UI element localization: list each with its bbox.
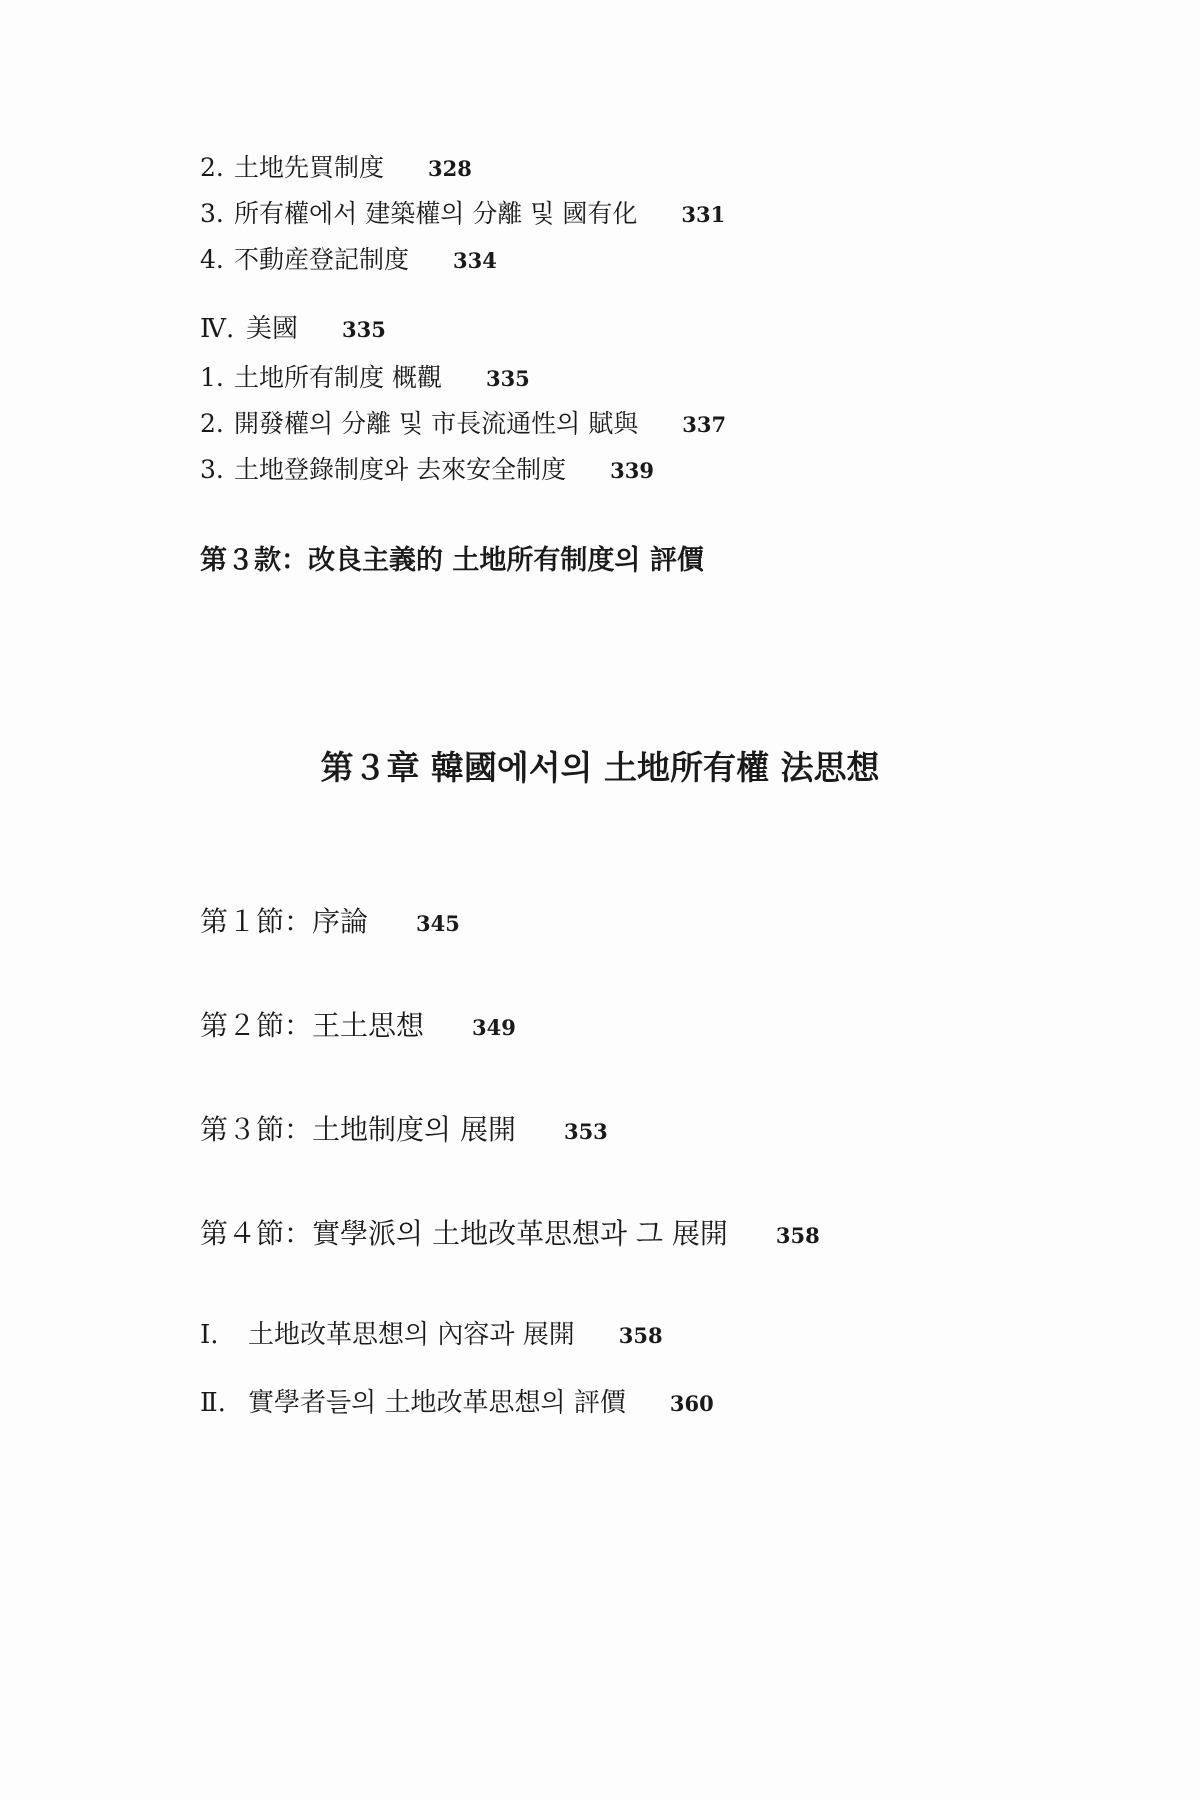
toc-entry[interactable] bbox=[200, 240, 497, 276]
section-number: Ⅳ. bbox=[200, 314, 235, 344]
node-title: 第３節：土地制度의 展開 bbox=[200, 1113, 516, 1146]
node-title: 第１節：序論 bbox=[200, 905, 369, 938]
toc-node-entry[interactable] bbox=[200, 1108, 608, 1148]
entry-number: 3. bbox=[200, 199, 224, 228]
entry-title: 不動産登記制度 bbox=[234, 245, 410, 274]
toc-entry[interactable] bbox=[200, 404, 726, 440]
toc-clause-entry[interactable] bbox=[200, 538, 704, 577]
entry-number: 2. bbox=[200, 153, 224, 182]
entry-page: 335 bbox=[485, 366, 530, 391]
toc-node-entry[interactable] bbox=[200, 1212, 820, 1252]
entry-number: 2. bbox=[200, 409, 224, 438]
toc-node-entry[interactable] bbox=[200, 900, 460, 940]
entry-title: 開發權의 分離 및 市長流通性의 賦與 bbox=[234, 409, 639, 438]
entry-title: 土地先買制度 bbox=[234, 153, 385, 182]
toc-entry[interactable] bbox=[200, 194, 725, 230]
section-number: Ⅱ. bbox=[200, 1388, 226, 1418]
entry-number: 1. bbox=[200, 363, 224, 392]
toc-node-entry[interactable] bbox=[200, 1004, 516, 1044]
node-title: 第４節：實學派의 土地改革思想과 그 展開 bbox=[200, 1217, 728, 1250]
section-page: 335 bbox=[342, 317, 386, 342]
entry-title: 所有權에서 建築權의 分離 및 國有化 bbox=[234, 199, 638, 228]
node-page: 358 bbox=[775, 1223, 820, 1248]
entry-page: 328 bbox=[428, 156, 472, 181]
entry-title: 土地登錄制度와 去來安全制度 bbox=[234, 455, 567, 484]
section-page: 360 bbox=[669, 1391, 714, 1416]
toc-section-entry[interactable] bbox=[200, 1382, 714, 1419]
node-page: 345 bbox=[416, 911, 460, 936]
node-page: 349 bbox=[472, 1015, 516, 1040]
entry-page: 339 bbox=[610, 458, 654, 483]
entry-page: 337 bbox=[682, 412, 727, 437]
node-title: 第２節：王土思想 bbox=[200, 1009, 425, 1042]
entry-title: 土地所有制度 概觀 bbox=[234, 363, 442, 392]
toc-section-entry[interactable] bbox=[200, 1314, 663, 1351]
entry-number: 3. bbox=[200, 455, 224, 484]
toc-section-entry[interactable] bbox=[200, 308, 386, 345]
entry-page: 334 bbox=[453, 248, 497, 273]
toc-entry[interactable] bbox=[200, 148, 472, 184]
entry-page: 331 bbox=[681, 202, 726, 227]
section-number: Ⅰ. bbox=[200, 1320, 219, 1350]
section-title: 美國 bbox=[246, 314, 299, 344]
chapter-heading: 第３章 韓國에서의 土地所有權 法思想 bbox=[320, 748, 880, 787]
toc-entry[interactable] bbox=[200, 450, 654, 486]
section-page: 358 bbox=[618, 1323, 663, 1348]
entry-number: 4. bbox=[200, 245, 224, 274]
section-title: 實學者들의 土地改革思想의 評價 bbox=[248, 1388, 626, 1418]
toc-entry[interactable] bbox=[200, 358, 530, 394]
clause-title: 第３款：改良主義的 土地所有制度의 評價 bbox=[200, 545, 704, 576]
section-title: 土地改革思想의 內容과 展開 bbox=[248, 1320, 575, 1350]
node-page: 353 bbox=[563, 1119, 608, 1144]
